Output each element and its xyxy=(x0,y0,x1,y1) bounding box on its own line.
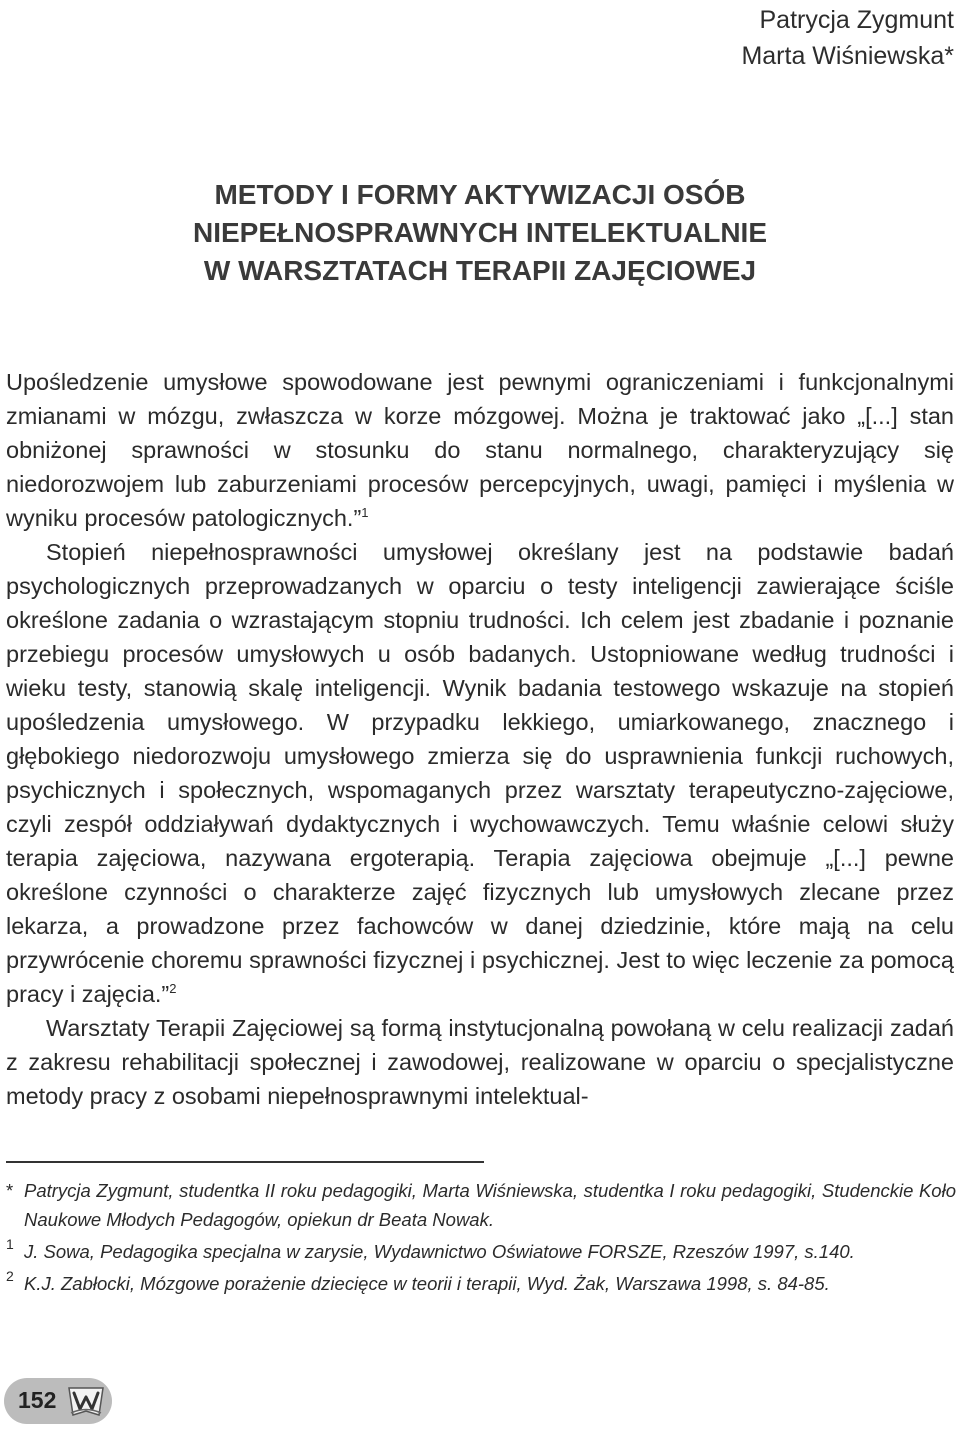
title-line: NIEPEŁNOSPRAWNYCH INTELEKTUALNIE xyxy=(192,217,768,248)
author-name: Patrycja Zygmunt xyxy=(759,6,954,34)
footnotes xyxy=(6,1176,956,1301)
author-name: Marta Wiśniewska* xyxy=(741,42,954,70)
footnote-separator xyxy=(6,1161,484,1163)
footnote-text: J. Sowa, Pedagogika specjalna w zarysie, Wydawnictwo Oświatowe FORSZE, Rzeszów 1997, s.140. xyxy=(24,1241,855,1262)
title-line: METODY I FORMY AKTYWIZACJI OSÓB xyxy=(214,179,746,210)
journal-logo-icon xyxy=(66,1382,106,1420)
article-body xyxy=(6,365,954,1113)
footnote-text: K.J. Zabłocki, Mózgowe porażenie dziecięce w teorii i terapii, Wyd. Żak, Warszawa 1998, s. 84-85. xyxy=(24,1273,830,1294)
paragraph-text: Warsztaty Terapii Zajęciowej są formą instytucjonalną powołaną w celu realizacji zadań z zakresu rehabilitacji społecznej i zawodowej, realizowane w oparciu o specjalistyczne metody pracy z osobami niepełnosprawnymi intelektual- xyxy=(6,1015,954,1109)
footnote-text: Patrycja Zygmunt, studentka II roku pedagogiki, Marta Wiśniewska, studentka I roku pedagogiki, Studenckie Koło Naukowe Młodych Pedagogów, opiekun dr Beata Nowak. xyxy=(24,1180,956,1230)
paragraph-text: Stopień niepełnosprawności umysłowej określany jest na podstawie badań psychologicznych przeprowadzanych w oparciu o testy inteligencji zawierające ściśle określone zadania o wzrastającym stopniu trudności. Ich celem jest zbadanie i poznanie przebiegu procesów umysłowych u osób badanych. Ustopniowane według trudności i wieku testy, stanowią skalę inteligencji. Wynik badania testowego wskazuje na stopień upośledzenia umysłowego. W przypadku lekkiego, umiarkowanego, znacznego i głębokiego niedorozwoju umysłowego zmierza się do usprawnienia funkcji ruchowych, psychicznych i społecznych, wspomaganych przez warsztaty terapeutyczno-zajęciowe, czyli zespół oddziaływań dydaktycznych i wychowawczych. Temu właśnie celowi służy terapia zajęciowa, nazywana ergoterapią. Terapia zajęciowa obejmuje „[...] pewne określone czynności o charakterze zajęć fizycznych lub umysłowych zlecane przez lekarza, a prowadzone przez fachowców w danej dziedzinie, które mają na celu przywrócenie choremu sprawności fizycznej i psychicznej. Jest to więc leczenie za pomocą pracy i zajęcia.” xyxy=(6,539,954,1007)
footnote-item xyxy=(6,1176,956,1234)
footnote-mark: 2 xyxy=(6,1268,14,1284)
title-line: W WARSZTATACH TERAPII ZAJĘCIOWEJ xyxy=(203,255,757,286)
footnote-reference: 1 xyxy=(361,505,369,520)
paragraph xyxy=(6,365,954,535)
paragraph-text: Upośledzenie umysłowe spowodowane jest pewnymi ograniczeniami i funkcjonalnymi zmianami w mózgu, zwłaszcza w korze mózgowej. Można je traktować jako „[...] stan obniżonej sprawności w stosunku do stanu normalnego, charakteryzujący się niedorozwojem lub zaburzeniami procesów percepcyjnych, uwagi, pamięci i myślenia w wyniku procesów patologicznych.” xyxy=(6,369,954,531)
footnote-mark: * xyxy=(6,1180,14,1201)
page-number: 152 xyxy=(18,1387,57,1413)
article-title xyxy=(0,176,960,290)
footnote-item xyxy=(6,1269,956,1298)
paragraph xyxy=(6,535,954,1011)
footnote-reference: 2 xyxy=(169,981,177,996)
author-block xyxy=(741,2,954,74)
footnote-mark: 1 xyxy=(6,1236,14,1252)
paragraph xyxy=(6,1011,954,1113)
footnote-item xyxy=(6,1237,956,1266)
page-number-badge xyxy=(4,1378,112,1424)
